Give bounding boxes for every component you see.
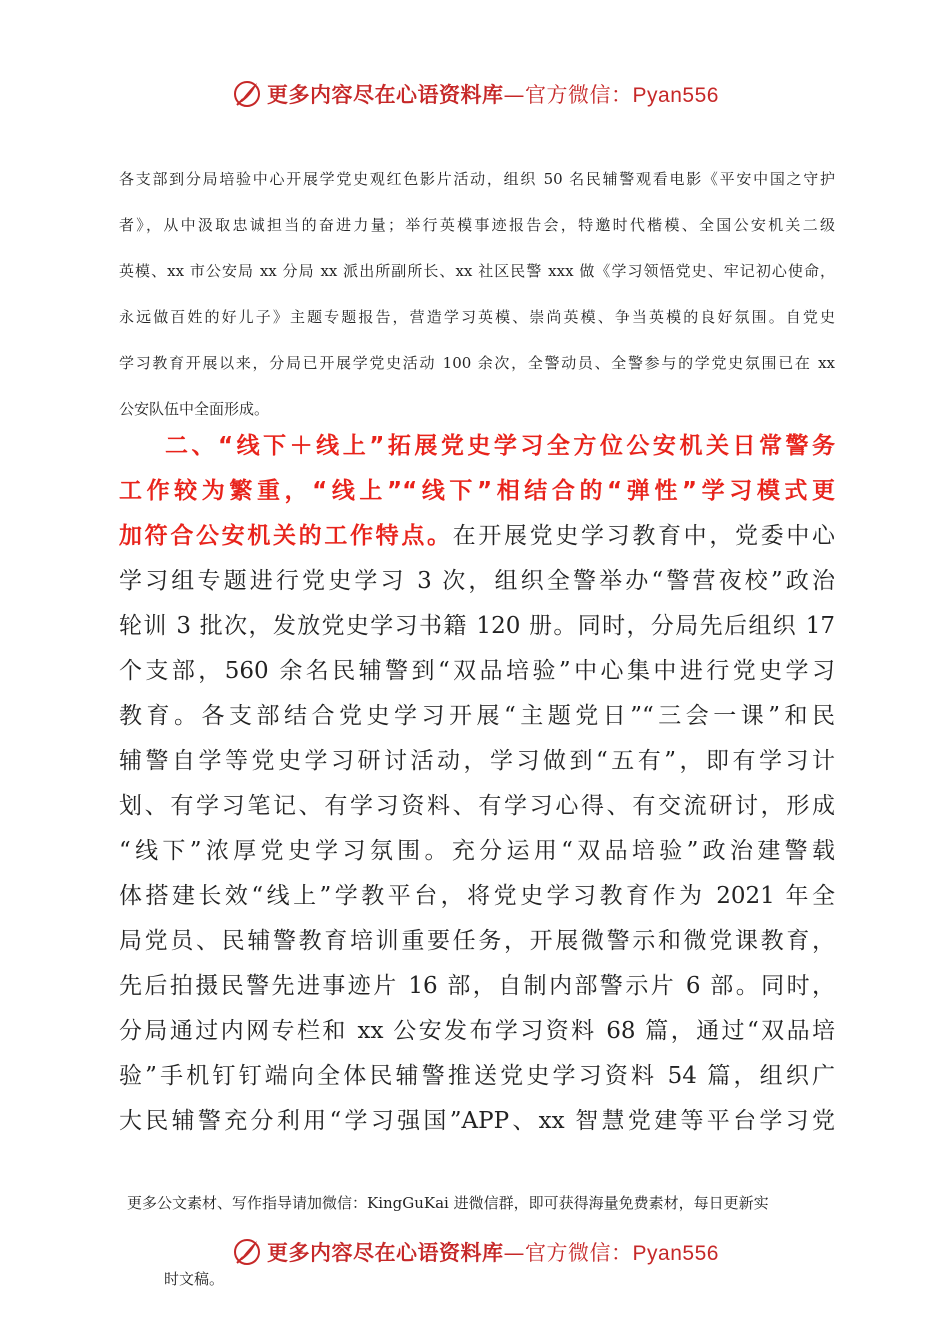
section-body-line: 个支部，560 余名民辅警到“双品培验”中心集中进行党史学习 [119, 658, 835, 684]
section-body-line: 局党员、民辅警教育培训重要任务，开展微警示和微党课教育， [119, 928, 835, 954]
banner-wechat-id: Pyan556 [632, 1242, 719, 1265]
intro-line: 永远做百姓的好儿子》主题专题报告，营造学习英模、崇尚英模、争当英模的良好氛围。自党史 [119, 308, 835, 326]
section-body-line: “线下”浓厚党史学习氛围。充分运用“双品培验”政治建警载 [119, 838, 835, 864]
section-heading-text: 二、“线下＋线上”拓展党史学习全方位公安机关日常警务 [165, 433, 835, 459]
banner-label: 官方微信： [525, 1241, 633, 1265]
section-body-text: 在开展党史学习教育中，党委中心 [452, 523, 835, 549]
section-mixed-line [119, 514, 835, 559]
section-two [119, 424, 835, 1144]
intro-line: 英模、xx 市公安局 xx 分局 xx 派出所副所长、xx 社区民警 xxx 做《学习领悟党史、牢记初心使命， [119, 262, 835, 280]
intro-line: 公安队伍中全面形成。 [119, 400, 270, 418]
banner-label: 官方微信： [525, 83, 633, 107]
intro-paragraph [119, 156, 835, 432]
banner-main-text: 更多内容尽在心语资料库 [267, 83, 504, 107]
header-banner [0, 74, 950, 114]
quill-logo-icon [231, 1236, 263, 1268]
section-body-line: 验”手机钉钉端向全体民辅警推送党史学习资料 54 篇，组织广 [119, 1063, 835, 1089]
intro-line: 学习教育开展以来，分局已开展学党史活动 100 余次，全警动员、全警参与的学党史氛围已在 xx [119, 354, 835, 372]
footer-tail: 时文稿。 [164, 1270, 225, 1288]
header-banner-text [267, 79, 719, 109]
section-heading-text: 加符合公安机关的工作特点。 [119, 523, 453, 549]
intro-line: 者》，从中汲取忠诚担当的奋进力量；举行英模事迹报告会，特邀时代楷模、全国公安机关二级 [119, 216, 835, 234]
section-body-line: 大民辅警充分利用“学习强国”APP、xx 智慧党建等平台学习党 [119, 1108, 835, 1134]
section-heading-text: 工作较为繁重，“线上”“线下”相结合的“弹性”学习模式更 [119, 478, 835, 504]
section-body-line: 辅警自学等党史学习研讨活动，学习做到“五有”，即有学习计 [119, 748, 835, 774]
section-heading-line [119, 469, 835, 514]
banner-main-text: 更多内容尽在心语资料库 [267, 1241, 504, 1265]
section-body-line: 教育。各支部结合党史学习开展“主题党日”“三会一课”和民 [119, 703, 835, 729]
footer-banner [0, 1232, 950, 1272]
footer-note: 更多公文素材、写作指导请加微信：KingGuKai 进微信群，即可获得海量免费素材，每日更新实 [127, 1194, 769, 1212]
section-body-line: 先后拍摄民警先进事迹片 16 部，自制内部警示片 6 部。同时， [119, 973, 835, 999]
quill-logo-icon [231, 78, 263, 110]
banner-wechat-id: Pyan556 [632, 84, 719, 107]
section-body-line: 轮训 3 批次，发放党史学习书籍 120 册。同时，分局先后组织 17 [119, 613, 835, 639]
section-body-line: 学习组专题进行党史学习 3 次，组织全警举办“警营夜校”政治 [119, 568, 835, 594]
footer-banner-text [267, 1237, 719, 1267]
section-body-line: 分局通过内网专栏和 xx 公安发布学习资料 68 篇，通过“双品培 [119, 1018, 835, 1044]
intro-line: 各支部到分局培验中心开展学党史观红色影片活动，组织 50 名民辅警观看电影《平安中国之守护 [119, 170, 835, 188]
banner-separator: — [503, 83, 526, 107]
section-body-line: 体搭建长效“线上”学教平台，将党史学习教育作为 2021 年全 [119, 883, 835, 909]
banner-separator: — [503, 1241, 526, 1265]
section-body-line: 划、有学习笔记、有学习资料、有学习心得、有交流研讨，形成 [119, 793, 835, 819]
section-heading-line [119, 424, 835, 469]
